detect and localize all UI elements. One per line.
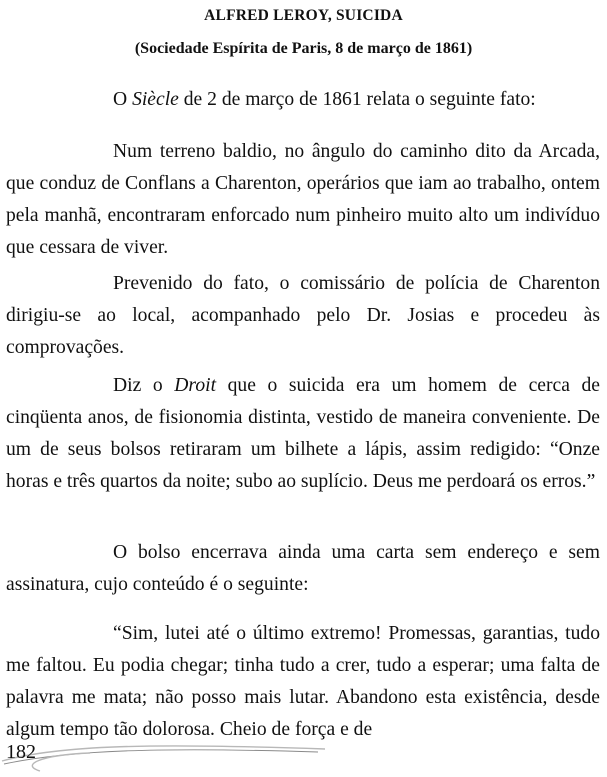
newspaper-title-droit: Droit <box>174 375 217 396</box>
paragraph-5: O bolso encerrava ainda uma carta sem endereço e sem assinatura, cujo conteúdo é o seguinte: <box>6 542 600 595</box>
decorative-swoosh-ornament <box>0 735 330 775</box>
paragraph-4-text-start: Diz o <box>113 375 175 396</box>
newspaper-title-siecle: Siècle <box>132 89 179 110</box>
chapter-subtitle: (Sociedade Espírita de Paris, 8 de março de 1861) <box>134 40 473 57</box>
paragraph-2: Num terreno baldio, no ângulo do caminho dito da Arcada, que conduz de Conflans a Charenton, operários que iam ao trabalho, ontem pela manhã, encontraram enforcado num pinheiro muito alto um indivíduo que cessara de viver. <box>6 141 600 258</box>
paragraph-3: Prevenido do fato, o comissário de polícia de Charenton dirigiu-se ao local, acompanhado pelo Dr. Josias e procedeu às comprovações. <box>6 273 600 358</box>
paragraph-4 <box>6 370 600 498</box>
paragraph-6: “Sim, lutei até o último extremo! Promessas, garantias, tudo me faltou. Eu podia chegar; tinha tudo a crer, tudo a esperar; uma falta de palavra me mata; não posso mais lutar. Abandono esta existência, desde algum tempo tão dolorosa. Cheio de força e de <box>6 623 600 740</box>
paragraph-1 <box>6 84 600 116</box>
paragraph-1-text-end: de 2 de março de 1861 relata o seguinte fato: <box>178 89 536 110</box>
paragraph-4-text-end: que o suicida era um homem de cerca de cinqüenta anos, de fisionomia distinta, vestido de maneira conveniente. De um de seus bolsos retiraram um bilhete a lápis, assim redigido: “Onze horas e três quartos da noite; subo ao suplício. Deus me perdoará os erros.” <box>6 375 600 492</box>
chapter-title: ALFRED LEROY, SUICIDA <box>204 7 403 24</box>
paragraph-1-text-start: O <box>113 89 133 110</box>
page-number: 182 <box>6 741 36 763</box>
